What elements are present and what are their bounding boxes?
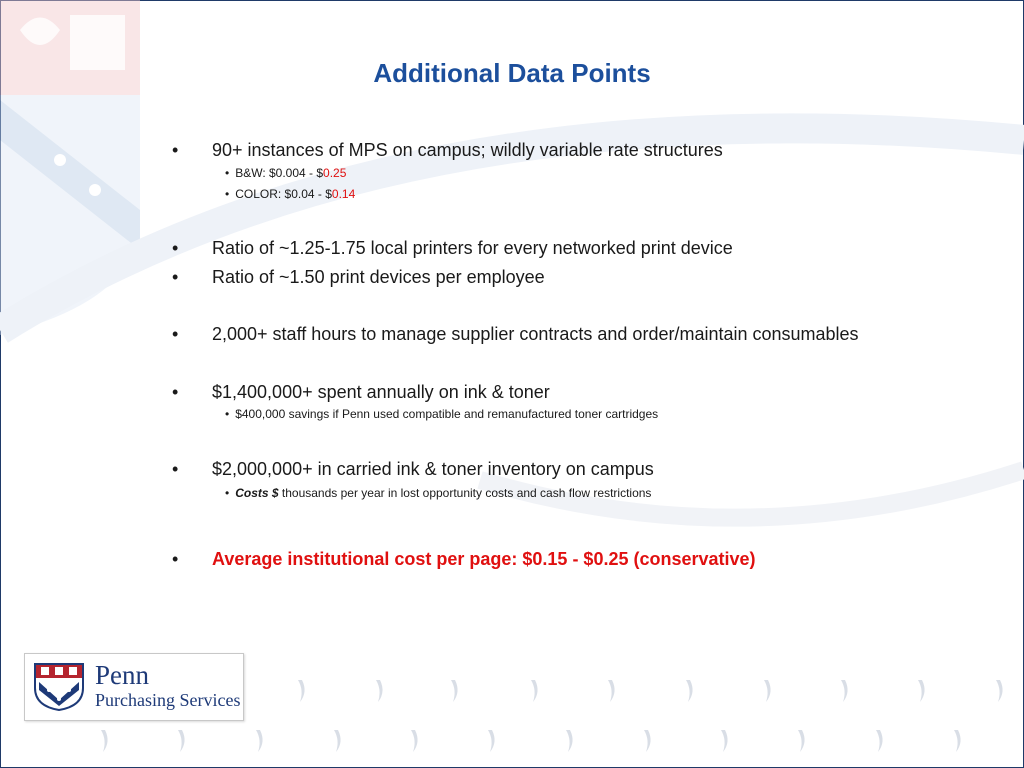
- subbullet-savings-text: $400,000 savings if Penn used compatible and remanufactured toner cartridges: [235, 407, 659, 421]
- subbullet-bw-value: 0.25: [323, 166, 347, 180]
- bullet-glyph: •: [172, 549, 179, 569]
- bullet-text: $2,000,000+ in carried ink & toner inventory on campus: [212, 459, 654, 479]
- logo-penn-text: Penn: [95, 660, 149, 690]
- slide-title: Additional Data Points: [373, 58, 651, 88]
- bullet-glyph: •: [172, 382, 179, 402]
- subbullet-bw: [225, 166, 346, 180]
- bullet-text: 2,000+ staff hours to manage supplier contracts and order/maintain consumables: [212, 324, 859, 344]
- subbullet-costs-emphasis: Costs $: [235, 486, 279, 500]
- subbullet-color-value: 0.14: [331, 187, 356, 201]
- subbullet-bw-label: B&W: $0.004 - $: [235, 166, 324, 180]
- bullet-text: Ratio of ~1.50 print devices per employee: [212, 267, 545, 287]
- subbullet-color: [225, 187, 355, 201]
- subbullet-color-label: COLOR: $0.04 - $: [235, 187, 332, 201]
- bullet-glyph: •: [172, 267, 179, 287]
- bullet-glyph: •: [172, 324, 179, 344]
- subbullet-savings: [225, 407, 658, 421]
- bullet-glyph: •: [172, 140, 179, 160]
- bullet-glyph: •: [225, 407, 230, 421]
- bullet-glyph: •: [225, 187, 230, 201]
- subbullet-costs: [225, 486, 651, 500]
- bullet-text: $1,400,000+ spent annually on ink & toner: [212, 382, 550, 402]
- bullet-glyph: •: [225, 166, 230, 180]
- logo-subtitle: Purchasing Services: [95, 690, 241, 710]
- bullet-glyph: •: [172, 238, 179, 258]
- bullet-text: Ratio of ~1.25-1.75 local printers for every networked print device: [212, 238, 733, 258]
- bullet-text: 90+ instances of MPS on campus; wildly variable rate structures: [212, 140, 723, 160]
- bullet-text-highlight: Average institutional cost per page: $0.15 - $0.25 (conservative): [212, 549, 756, 569]
- subbullet-costs-text: thousands per year in lost opportunity costs and cash flow restrictions: [278, 486, 652, 500]
- bullet-glyph: •: [225, 486, 230, 500]
- bullet-glyph: •: [172, 459, 179, 479]
- footer-decorative-marks: [0, 680, 1024, 768]
